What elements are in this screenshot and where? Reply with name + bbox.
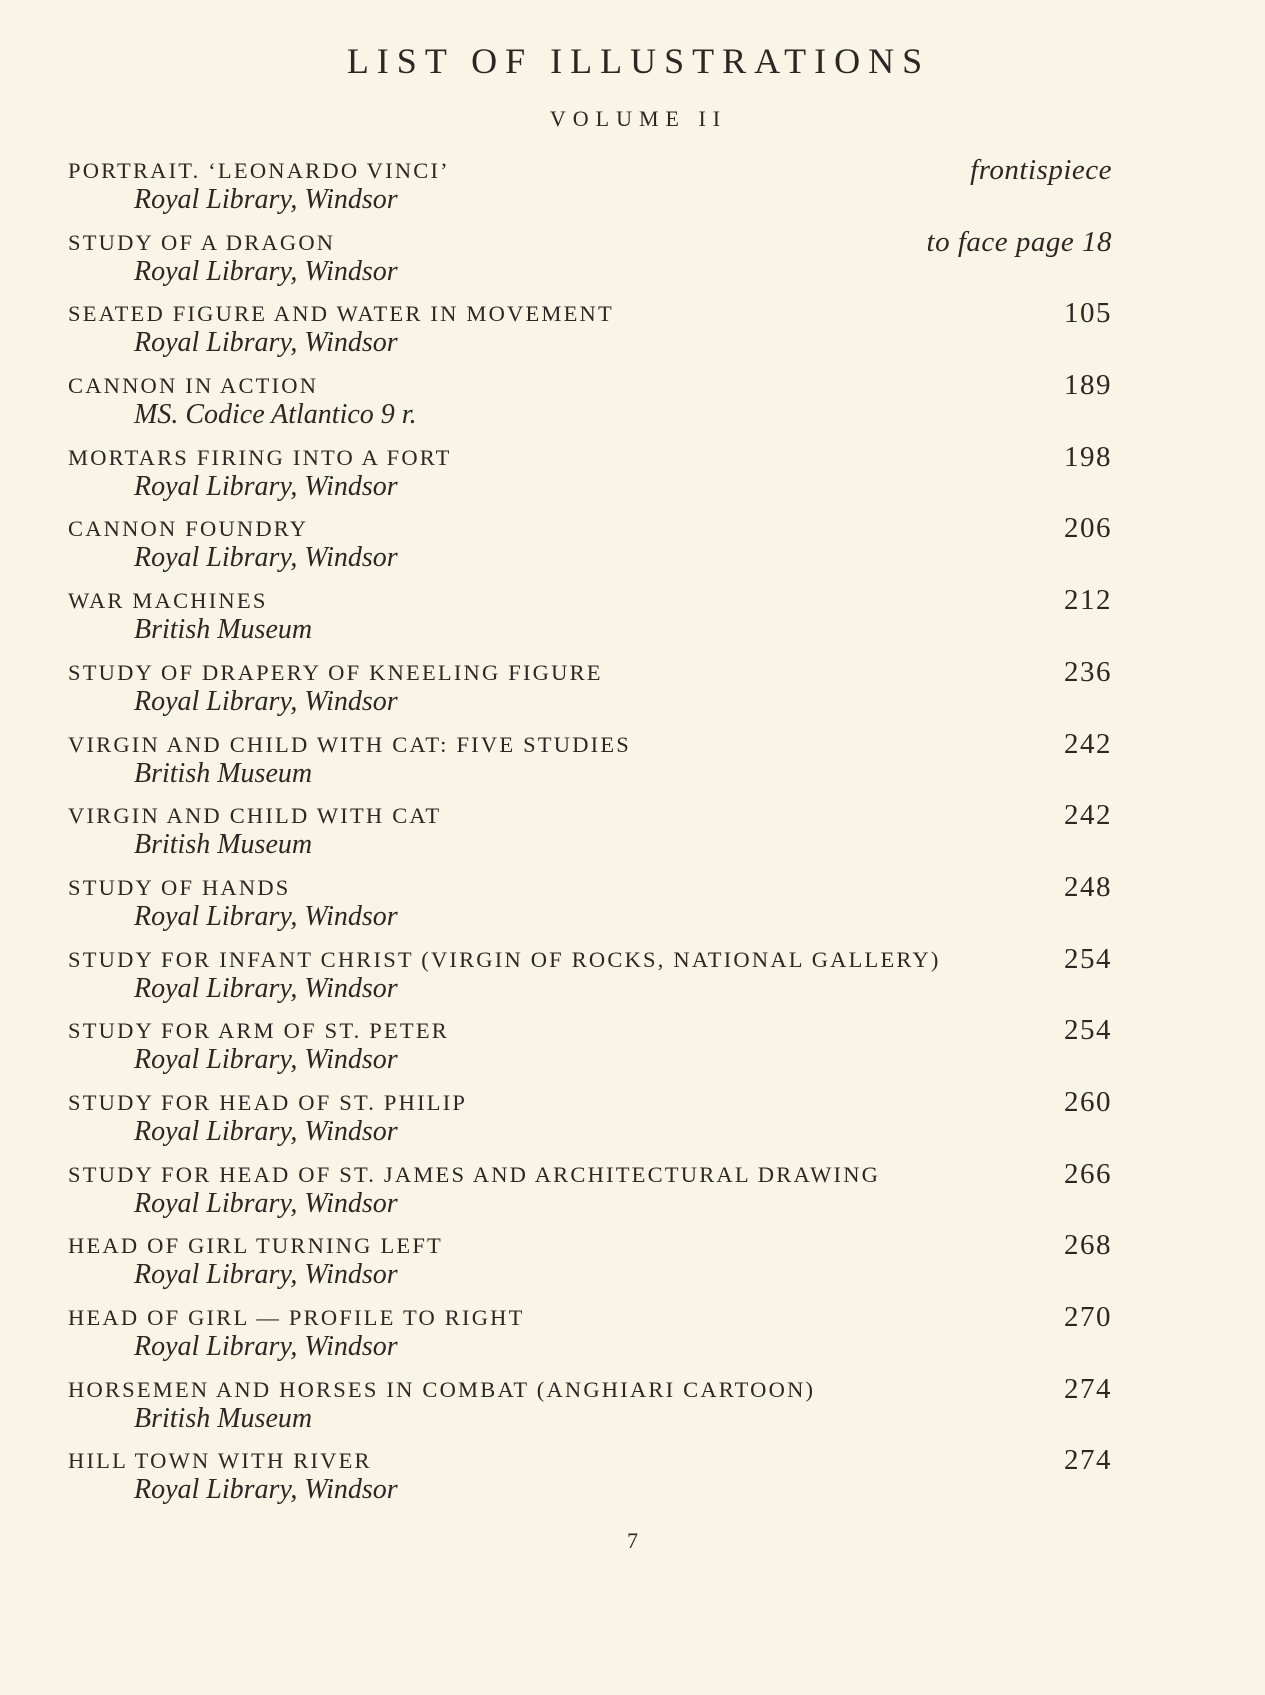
illustration-source: Royal Library, Windsor [134,184,398,215]
page-reference: 198 [1064,440,1112,473]
illustration-title: WAR MACHINES [68,588,268,614]
list-item [62,512,1112,584]
illustration-title: HILL TOWN WITH RIVER [68,1448,372,1474]
list-item [62,728,1112,800]
list-item [62,656,1112,728]
illustration-title: STUDY OF A DRAGON [68,229,336,255]
illustration-title: MORTARS FIRING INTO A FORT [68,444,452,470]
page-reference: 270 [1064,1301,1112,1333]
list-item [62,369,1112,441]
list-item [62,1229,1112,1301]
illustration-title: CANNON FOUNDRY [68,516,309,542]
illustration-source: British Museum [134,757,313,789]
illustration-title: SEATED FIGURE AND WATER IN MOVEMENT [68,301,614,327]
list-item [62,943,1112,1015]
illustration-title: STUDY OF DRAPERY OF KNEELING FIGURE [68,659,603,685]
illustration-source: Royal Library, Windsor [134,1115,398,1147]
list-item [62,441,1112,513]
page-reference: 242 [1064,799,1112,832]
list-item [62,154,1112,226]
illustration-title: HORSEMEN AND HORSES IN COMBAT (ANGHIARI CARTOON) [68,1376,816,1402]
illustration-source: Royal Library, Windsor [134,1187,398,1219]
illustration-source: British Museum [134,1402,313,1434]
page-reference: 268 [1064,1229,1112,1262]
illustration-title: CANNON IN ACTION [68,373,319,399]
list-item [62,1086,1112,1158]
page-reference: 254 [1064,942,1112,975]
illustration-title: VIRGIN AND CHILD WITH CAT [68,803,442,829]
list-item [62,297,1112,369]
illustration-title: STUDY FOR HEAD OF ST. PHILIP [68,1089,468,1115]
volume-subtitle: VOLUME II [549,106,728,131]
illustration-title: STUDY FOR ARM OF ST. PETER [68,1018,450,1044]
illustration-source: British Museum [134,829,313,861]
page-reference: 266 [1064,1157,1112,1190]
illustration-title: PORTRAIT. ‘LEONARDO VINCI’ [68,158,450,183]
page-reference: 105 [1064,297,1112,330]
page-reference: 189 [1064,369,1112,402]
list-item [62,1373,1112,1445]
illustration-source: Royal Library, Windsor [134,1331,398,1362]
page-reference: 274 [1064,1444,1112,1477]
page-title: LIST OF ILLUSTRATIONS [346,41,931,81]
illustration-source: Royal Library, Windsor [134,900,398,932]
page-reference: 248 [1064,870,1112,903]
list-item [62,1301,1112,1373]
list-item [62,226,1112,298]
illustration-source: Royal Library, Windsor [134,972,398,1004]
list-item [62,584,1112,656]
illustration-source: MS. Codice Atlantico 9 r. [134,399,417,431]
page-reference: 274 [1064,1372,1112,1405]
list-item [62,1158,1112,1230]
list-item [62,1014,1112,1086]
illustration-source: Royal Library, Windsor [134,327,398,359]
illustration-title: VIRGIN AND CHILD WITH CAT: FIVE STUDIES [68,731,631,757]
illustration-source: Royal Library, Windsor [134,470,398,502]
list-item [62,871,1112,943]
page-number: 7 [627,1528,638,1553]
page-reference: 242 [1064,727,1112,760]
illustration-title: HEAD OF GIRL — PROFILE TO RIGHT [68,1305,525,1330]
page-reference: frontispiece [970,154,1112,186]
illustration-source: Royal Library, Windsor [134,685,398,717]
illustration-title: STUDY FOR INFANT CHRIST (VIRGIN OF ROCKS, NATIONAL GALLERY) [68,946,941,972]
illustration-source: Royal Library, Windsor [134,1044,398,1076]
illustration-title: HEAD OF GIRL TURNING LEFT [68,1233,443,1259]
page-reference: 236 [1064,655,1112,688]
list-item [62,799,1112,871]
illustration-source: Royal Library, Windsor [134,1474,398,1506]
illustration-source: British Museum [134,614,313,646]
page-reference: to face page 18 [926,225,1112,258]
list-item [62,1444,1112,1516]
illustration-title: STUDY FOR HEAD OF ST. JAMES AND ARCHITECTURAL DRAWING [68,1161,881,1187]
page-reference: 260 [1064,1085,1112,1118]
illustration-source: Royal Library, Windsor [134,255,398,287]
illustration-source: Royal Library, Windsor [134,1259,398,1291]
page-reference: 206 [1064,512,1112,545]
page-reference: 212 [1064,584,1112,617]
illustrations-list [62,154,1112,1516]
illustration-source: Royal Library, Windsor [134,542,398,574]
illustration-title: STUDY OF HANDS [68,874,291,900]
page-reference: 254 [1064,1014,1112,1047]
